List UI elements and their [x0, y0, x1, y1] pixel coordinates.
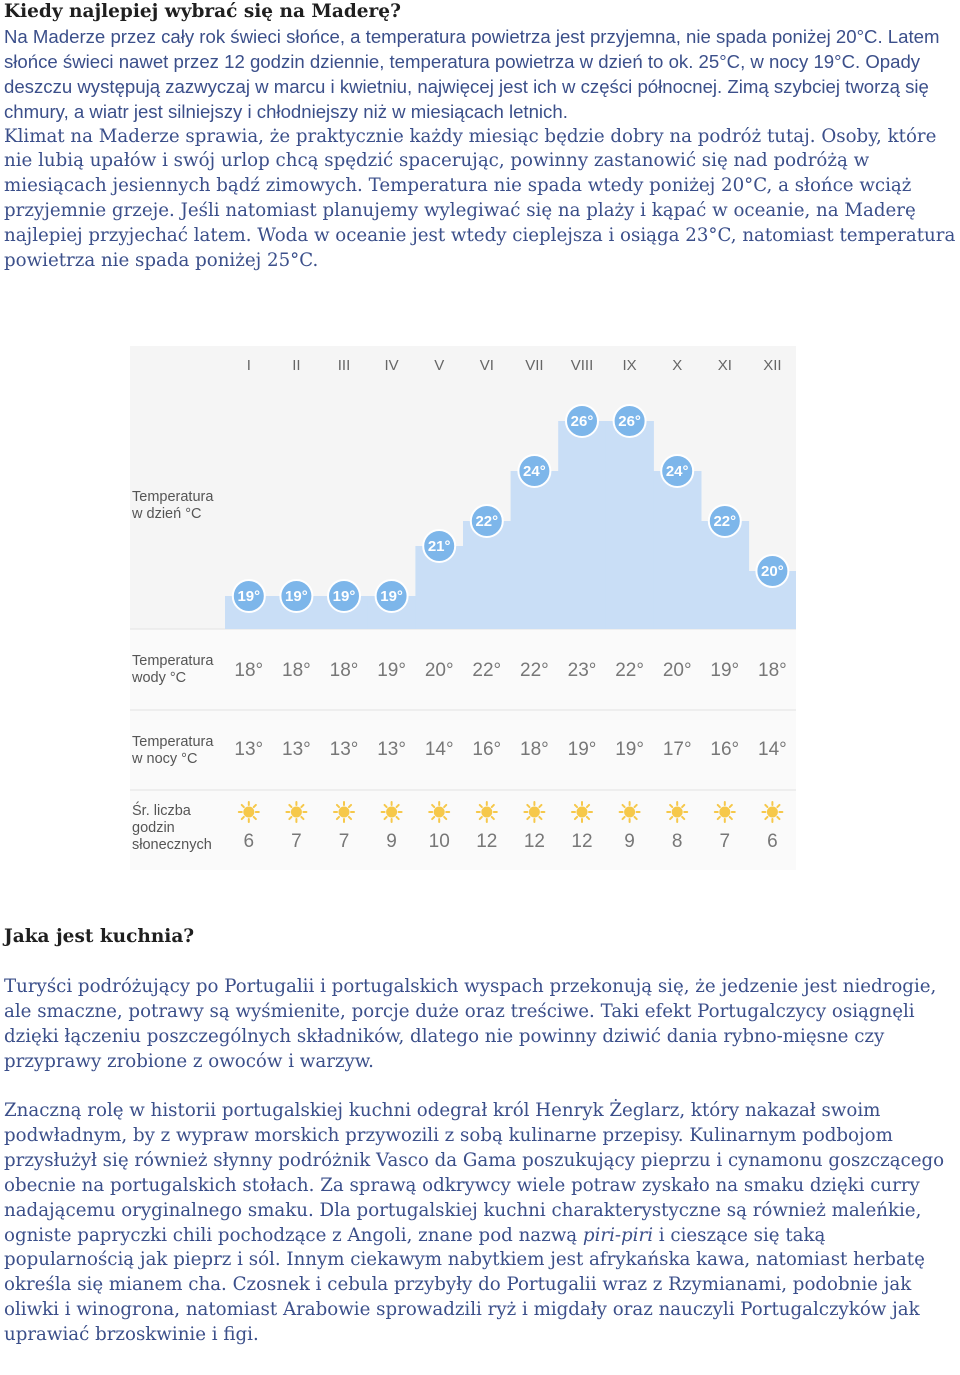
water-value-IV: 19° [377, 660, 406, 681]
day-value-XI: 22° [713, 513, 737, 530]
month-label-IV: IV [384, 357, 399, 374]
sun-hours-VIII: 12 [571, 831, 593, 852]
piri-piri-term: piri-piri [582, 1224, 654, 1246]
night-value-VI: 16° [472, 739, 502, 760]
cuisine-heading: Jaka jest kuchnia? [4, 926, 195, 947]
month-label-VII: VII [525, 357, 544, 374]
sun-disc [767, 807, 778, 818]
sun-disc [672, 807, 683, 818]
month-label-IX: IX [622, 357, 637, 374]
sun-disc [243, 807, 254, 818]
row-label-water-0: Temperatura [132, 653, 214, 669]
sun-hours-XII: 6 [767, 831, 778, 852]
sun-hours-II: 7 [291, 831, 302, 852]
cuisine-paragraph-1: Turyści podróżujący po Portugalii i portugalskich wyspach przekonują się, że jedzenie jest niedrogie, ale smaczne, potrawy są wyśmienite, porcje duże oraz treściwe. Taki efekt Portugalczycy osiągnęli dzięki łączeniu poszczególnych składników, dlatego nie powinny dziwić dania rybno-mięsne czy przyprawy zrobione z owoców i warzyw. [4, 976, 937, 1072]
night-value-VIII: 19° [567, 739, 597, 760]
water-value-VI: 22° [472, 660, 502, 681]
day-value-X: 24° [665, 463, 689, 480]
month-label-III: III [337, 357, 351, 374]
row-label-night-0: Temperatura [132, 734, 214, 750]
month-label-XI: XI [717, 357, 732, 374]
month-label-II: II [292, 357, 301, 374]
sun-icon [762, 802, 782, 822]
day-value-IX: 26° [618, 413, 641, 430]
day-bar-VIII [558, 421, 606, 629]
night-value-IV: 13° [377, 739, 406, 760]
climate-heading: Kiedy najlepiej wybrać się na Maderę? [4, 1, 401, 22]
row-label-sun-1: godzin [132, 820, 175, 836]
sun-hours-X: 8 [671, 831, 683, 852]
sun-disc [291, 807, 302, 818]
night-value-VII: 18° [520, 739, 549, 760]
sun-icon [239, 802, 259, 822]
sun-icon [382, 802, 402, 822]
sun-icon [620, 802, 640, 822]
cuisine-paragraph-2-text-b: i cieszące się taką popularnością jak pieprz i sól. Innym ciekawym nabytkiem jest afrykańska kawa, natomiast herbatę określa się mianem cha. Czosnek i cebula przybyły do Portugalii wraz z Rzymianami, podobnie jak oliwki i winogrona, natomiast Arabowie sprowadzili ryż i migdały oraz nauczyli Portugalczyków jak uprawiać brzoskwinie i figi. [4, 1224, 925, 1346]
night-value-II: 13° [282, 739, 311, 760]
sun-icon [429, 802, 449, 822]
climate-paragraph-1: Na Maderze przez cały rok świeci słońce, a temperatura powietrza jest przyjemna, nie spada poniżej 20°C. Latem słońce świeci nawet przez 12 godzin dziennie, temperatura powietrza w dzień to ok. 25°C, w nocy 19°C. Opady deszczu występują zazwyczaj w marcu i kwietniu, najwięcej jest ich w części północnej. Zimą szybciej tworzą się chmury, a wiatr jest silniejszy i chłodniejszy niż w miesiącach letnich. [4, 25, 940, 122]
bottom-panel [130, 629, 796, 870]
sun-hours-III: 7 [338, 831, 350, 852]
cuisine-paragraph-2-text-a: Znaczną rolę w historii portugalskiej kuchni odegrał król Henryk Żeglarz, który nakazał swoim podwładnym, by z wypraw morskich przywozili z sobą kulinarne przepisy. Kulinarnym podbojom przysłużył się również słynny podróżnik Vasco da Gama poszukujący pieprzu i cynamonu goszczącego obecnie na portugalskich stołach. Za sprawą odkrywcy wiele potraw zyskało na smaku dzięki curry nadającemu oryginalnego smaku. Dla portugalskiej kuchni charakterystyczne są również maleńkie, ogniste papryczki chili pochodzące z Angoli, znane pod nazwą [4, 1100, 945, 1246]
sun-disc [434, 807, 445, 818]
day-value-II: 19° [285, 588, 308, 605]
day-value-VII: 24° [523, 463, 546, 480]
month-label-VI: VI [479, 357, 494, 374]
day-value-I: 19° [237, 588, 261, 605]
sun-hours-I: 6 [243, 831, 255, 852]
sun-hours-VII: 12 [523, 831, 545, 852]
night-value-XII: 14° [758, 739, 787, 760]
sun-icon [477, 802, 497, 822]
night-value-IX: 19° [615, 739, 644, 760]
day-value-III: 19° [332, 588, 356, 605]
sun-icon [572, 802, 592, 822]
water-value-VIII: 23° [567, 660, 597, 681]
row-label-night-1: w nocy °C [132, 751, 198, 767]
sun-icon [715, 802, 735, 822]
month-label-X: X [672, 357, 683, 374]
water-value-VII: 22° [520, 660, 549, 681]
month-label-V: V [434, 357, 445, 374]
sun-icon [524, 802, 544, 822]
sun-disc [719, 807, 730, 818]
water-value-V: 20° [424, 660, 454, 681]
day-value-V: 21° [427, 538, 451, 555]
month-label-VIII: VIII [570, 357, 594, 374]
sun-icon [667, 802, 687, 822]
night-value-X: 17° [662, 739, 692, 760]
month-label-XII: XII [763, 357, 782, 374]
row-label-day-1: w dzień °C [132, 506, 202, 522]
night-value-V: 14° [424, 739, 454, 760]
water-value-IX: 22° [615, 660, 644, 681]
water-value-II: 18° [282, 660, 311, 681]
climate-chart [130, 346, 796, 870]
night-value-XI: 16° [710, 739, 740, 760]
sun-disc [624, 807, 635, 818]
water-value-XI: 19° [710, 660, 740, 681]
day-bar-VII [511, 471, 559, 629]
day-value-IV: 19° [380, 588, 403, 605]
sun-disc [481, 807, 492, 818]
climate-paragraph-2: Klimat na Maderze sprawia, że praktycznie każdy miesiąc będzie dobry na podróż tutaj. Osoby, które nie lubią upałów i swój urlop chcą spędzić spacerując, powinny zastanowić się nad podróżą w miesiącach jesiennych bądź zimowych. Temperatura nie spada wtedy poniżej 20°C, a słońce wciąż przyjemnie grzeje. Jeśli natomiast planujemy wylegiwać się na plaży i kąpać w oceanie, na Maderę najlepiej przyjechać latem. Woda w oceanie jest wtedy cieplejsza i osiąga 23°C, natomiast temperatura powietrza nie spada poniżej 25°C. [4, 125, 956, 272]
cuisine-paragraph-2 [4, 1099, 956, 1348]
day-bar-X [653, 471, 701, 629]
sun-hours-VI: 12 [476, 831, 498, 852]
day-value-VI: 22° [475, 513, 499, 530]
sun-icon [334, 802, 354, 822]
row-label-day-0: Temperatura [132, 489, 214, 505]
sun-disc [577, 807, 588, 818]
row-label-sun-0: Śr. liczba [132, 803, 191, 819]
sun-icon [286, 802, 306, 822]
sun-disc [529, 807, 540, 818]
water-value-X: 20° [662, 660, 692, 681]
sun-hours-V: 10 [428, 831, 450, 852]
night-value-I: 13° [234, 739, 264, 760]
sun-disc [339, 807, 350, 818]
row-label-sun-2: słonecznych [132, 837, 212, 853]
water-value-XII: 18° [758, 660, 787, 681]
sun-hours-IX: 9 [624, 831, 635, 852]
sun-hours-IV: 9 [386, 831, 397, 852]
day-value-VIII: 26° [570, 413, 594, 430]
day-value-XII: 20° [761, 563, 784, 580]
water-value-III: 18° [329, 660, 359, 681]
sun-hours-XI: 7 [719, 831, 731, 852]
sun-disc [386, 807, 397, 818]
month-label-I: I [246, 357, 251, 374]
day-bar-IX [606, 421, 654, 629]
water-value-I: 18° [234, 660, 264, 681]
night-value-III: 13° [329, 739, 359, 760]
row-label-water-1: wody °C [132, 670, 187, 686]
climate-section [4, 0, 956, 274]
